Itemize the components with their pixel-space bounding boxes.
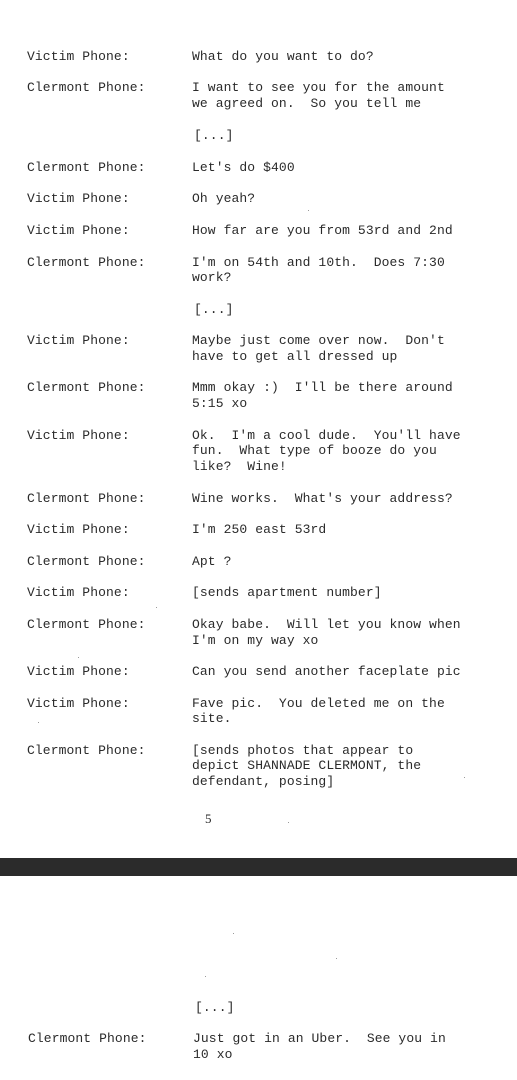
- scan-speck: [205, 976, 206, 977]
- message-line: 5:15 xo: [192, 396, 248, 411]
- scan-speck: [288, 822, 289, 823]
- speaker-label: Clermont Phone:: [27, 617, 146, 632]
- speaker-label: Clermont Phone:: [27, 255, 146, 270]
- message-line: depict SHANNADE CLERMONT, the: [192, 758, 422, 773]
- omission-marker: [...]: [195, 1000, 235, 1015]
- speaker-label: Clermont Phone:: [27, 380, 146, 395]
- message-line: Wine works. What's your address?: [192, 491, 453, 506]
- message-line: Let's do $400: [192, 160, 295, 175]
- speaker-label: Victim Phone:: [27, 696, 130, 711]
- speaker-label: Victim Phone:: [27, 585, 130, 600]
- speaker-label: Victim Phone:: [27, 223, 130, 238]
- message-line: How far are you from 53rd and 2nd: [192, 223, 453, 238]
- omission-marker: [...]: [194, 128, 234, 143]
- speaker-label: Victim Phone:: [27, 522, 130, 537]
- scan-speck: [156, 607, 157, 608]
- message-line: Apt ?: [192, 554, 232, 569]
- omission-marker: [...]: [194, 302, 234, 317]
- speaker-label: Victim Phone:: [27, 428, 130, 443]
- message-line: I'm on my way xo: [192, 633, 319, 648]
- speaker-label: Clermont Phone:: [27, 160, 146, 175]
- speaker-label: Victim Phone:: [27, 664, 130, 679]
- scan-speck: [308, 210, 309, 211]
- speaker-label: Victim Phone:: [27, 191, 130, 206]
- message-line: defendant, posing]: [192, 774, 335, 789]
- speaker-label: Clermont Phone:: [27, 491, 146, 506]
- message-line: work?: [192, 270, 232, 285]
- message-line: Can you send another faceplate pic: [192, 664, 461, 679]
- message-line: Fave pic. You deleted me on the: [192, 696, 445, 711]
- speaker-label: Clermont Phone:: [27, 80, 146, 95]
- message-line: Just got in an Uber. See you in: [193, 1031, 446, 1046]
- message-line: like? Wine!: [192, 459, 287, 474]
- transcript-page-6: [0, 876, 517, 1080]
- scan-speck: [233, 933, 234, 934]
- message-line: [sends photos that appear to: [192, 743, 414, 758]
- page-number: 5: [205, 811, 212, 826]
- message-line: Oh yeah?: [192, 191, 256, 206]
- speaker-label: Clermont Phone:: [27, 743, 146, 758]
- scan-speck: [464, 777, 465, 778]
- speaker-label: Clermont Phone:: [27, 554, 146, 569]
- message-line: Mmm okay :) I'll be there around: [192, 380, 453, 395]
- message-line: I'm 250 east 53rd: [192, 522, 327, 537]
- message-line: fun. What type of booze do you: [192, 443, 437, 458]
- message-line: we agreed on. So you tell me: [192, 96, 422, 111]
- message-line: Maybe just come over now. Don't: [192, 333, 445, 348]
- page-break: [0, 858, 517, 876]
- message-line: What do you want to do?: [192, 49, 374, 64]
- scan-speck: [336, 958, 337, 959]
- speaker-label: Victim Phone:: [27, 49, 130, 64]
- message-line: site.: [192, 711, 232, 726]
- message-line: I'm on 54th and 10th. Does 7:30: [192, 255, 445, 270]
- message-line: Okay babe. Will let you know when: [192, 617, 461, 632]
- message-line: have to get all dressed up: [192, 349, 398, 364]
- speaker-label: Victim Phone:: [27, 333, 130, 348]
- message-line: 10 xo: [193, 1047, 233, 1062]
- message-line: [sends apartment number]: [192, 585, 382, 600]
- message-line: Ok. I'm a cool dude. You'll have: [192, 428, 461, 443]
- scan-speck: [38, 722, 39, 723]
- speaker-label: Clermont Phone:: [28, 1031, 147, 1046]
- message-line: I want to see you for the amount: [192, 80, 445, 95]
- scan-speck: [78, 657, 79, 658]
